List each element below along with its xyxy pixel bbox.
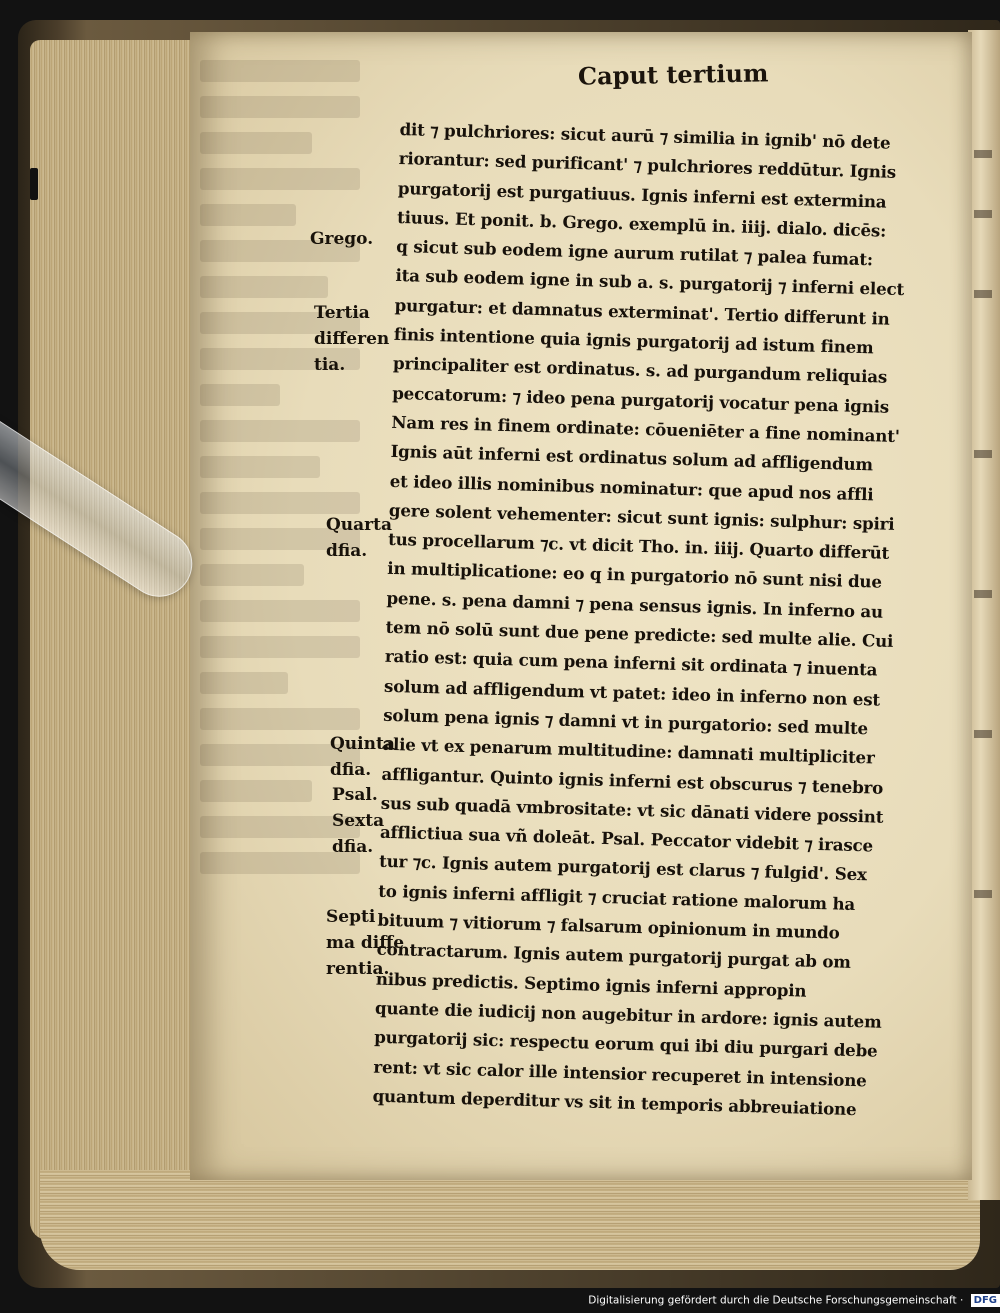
- text-line: solum ad affligendum vt patet: ideo in inferno non est: [383, 675, 881, 710]
- text-line: alie vt ex penarum multitudine: damnati multipliciter: [382, 733, 875, 768]
- text-line: quantum deperditur vs sit in temporis abbreuiatione: [372, 1085, 857, 1119]
- margin-note-tertia: Tertia differen tia.: [314, 303, 390, 375]
- main-text-column: [372, 115, 965, 1126]
- text-line: quante die iudicij non augebitur in ardore: ignis autem: [374, 997, 882, 1032]
- text-line: finis intentione quia ignis purgatorij ad istum finem: [393, 323, 874, 358]
- text-line: purgatorij est purgatiuus. Ignis inferni est extermina: [397, 177, 887, 212]
- text-line: affligantur. Quinto ignis inferni est obscurus ⁊ tenebro: [381, 763, 884, 798]
- digitization-credit: Digitalisierung gefördert durch die Deutsche Forschungsgemeinschaft · DFG: [560, 1294, 1000, 1310]
- text-line: principaliter est ordinatus. s. ad purgandum reliquias: [392, 353, 888, 388]
- margin-note-septima: Septi ma diffe rentia.: [326, 907, 405, 979]
- margin-note-quinta: Quinta dfia.: [330, 734, 395, 780]
- text-line: to ignis inferni affligit ⁊ cruciat ratione malorum ha: [378, 880, 856, 914]
- margin-note-psal: Psal.: [332, 785, 378, 805]
- text-line: nibus predictis. Septimo ignis inferni appropin: [375, 968, 807, 1001]
- text-line: Ignis aūt inferni est ordinatus solum ad affligendum: [390, 441, 874, 475]
- credit-text: Digitalisierung gefördert durch die Deutsche Forschungsgemeinschaft: [588, 1294, 957, 1307]
- text-line: gere solent vehementer: sicut sunt ignis: sulphur: spiri: [388, 499, 895, 534]
- text-line: afflictiua sua vñ doleāt. Psal. Peccator videbit ⁊ irasce: [379, 821, 874, 856]
- text-line: in multiplicatione: eo q in purgatorio nō sunt nisi due: [387, 558, 883, 593]
- facing-page-sliver: [968, 30, 1000, 1200]
- text-line: riorantur: sed purificant' ⁊ pulchriores reddūtur. Ignis: [398, 148, 897, 183]
- text-line: pene. s. pena damni ⁊ pena sensus ignis. In inferno au: [386, 587, 884, 622]
- text-line: contractarum. Ignis autem purgatorij purgat ab om: [376, 938, 852, 973]
- text-line: peccatorum: ⁊ ideo pena purgatorij vocatur pena ignis: [391, 382, 890, 417]
- margin-note-grego: Grego.: [310, 229, 374, 249]
- text-line: tus procellarum ⁊c. vt dicit Tho. in. iiij. Quarto differūt: [387, 528, 890, 563]
- text-line: ratio est: quia cum pena inferni sit ordinata ⁊ inuenta: [384, 646, 878, 680]
- text-line: ita sub eodem igne in sub a. s. purgatorij ⁊ inferni elect: [395, 265, 905, 300]
- text-line: Nam res in finem ordinate: cōueniēter a fine nominant': [391, 411, 900, 447]
- dfg-logo: DFG: [971, 1294, 1000, 1307]
- text-line: dit ⁊ pulchriores: sicut aurū ⁊ similia in ignib' nō dete: [399, 118, 891, 153]
- text-line: purgatorij sic: respectu eorum qui ibi diu purgari debe: [373, 1026, 878, 1061]
- binding-clasp: [30, 168, 38, 200]
- text-line: rent: vt sic calor ille intensior recuperet in intensione: [373, 1056, 867, 1090]
- text-line: sus sub quadā vmbrositate: vt sic dānati videre possint: [380, 792, 884, 827]
- margin-note-quarta: Quarta dfia.: [326, 515, 393, 561]
- text-line: et ideo illis nominibus nominatur: que apud nos affli: [389, 470, 874, 504]
- running-head: Caput tertium: [577, 58, 769, 91]
- margin-note-sexta: Sexta dfia.: [332, 811, 385, 857]
- text-line: tem nō solū sunt due pene predicte: sed multe alie. Cui: [385, 616, 894, 652]
- text-line: tiuus. Et ponit. b. Grego. exemplū in. iiij. dialo. dicēs:: [396, 206, 887, 241]
- text-line: q sicut sub eodem igne aurum rutilat ⁊ palea fumat:: [396, 236, 874, 270]
- text-line: tur ⁊c. Ignis autem purgatorij est clarus ⁊ fulgid'. Sex: [378, 851, 868, 885]
- bottom-page-edges: [40, 1170, 980, 1270]
- text-line: solum pena ignis ⁊ damni vt in purgatorio: sed multe: [382, 704, 869, 739]
- text-line: bituum ⁊ vitiorum ⁊ falsarum opinionum in mundo: [377, 909, 840, 943]
- page-block-edges: [30, 40, 195, 1240]
- text-line: purgatur: et damnatus exterminat'. Tertio differunt in: [394, 294, 890, 329]
